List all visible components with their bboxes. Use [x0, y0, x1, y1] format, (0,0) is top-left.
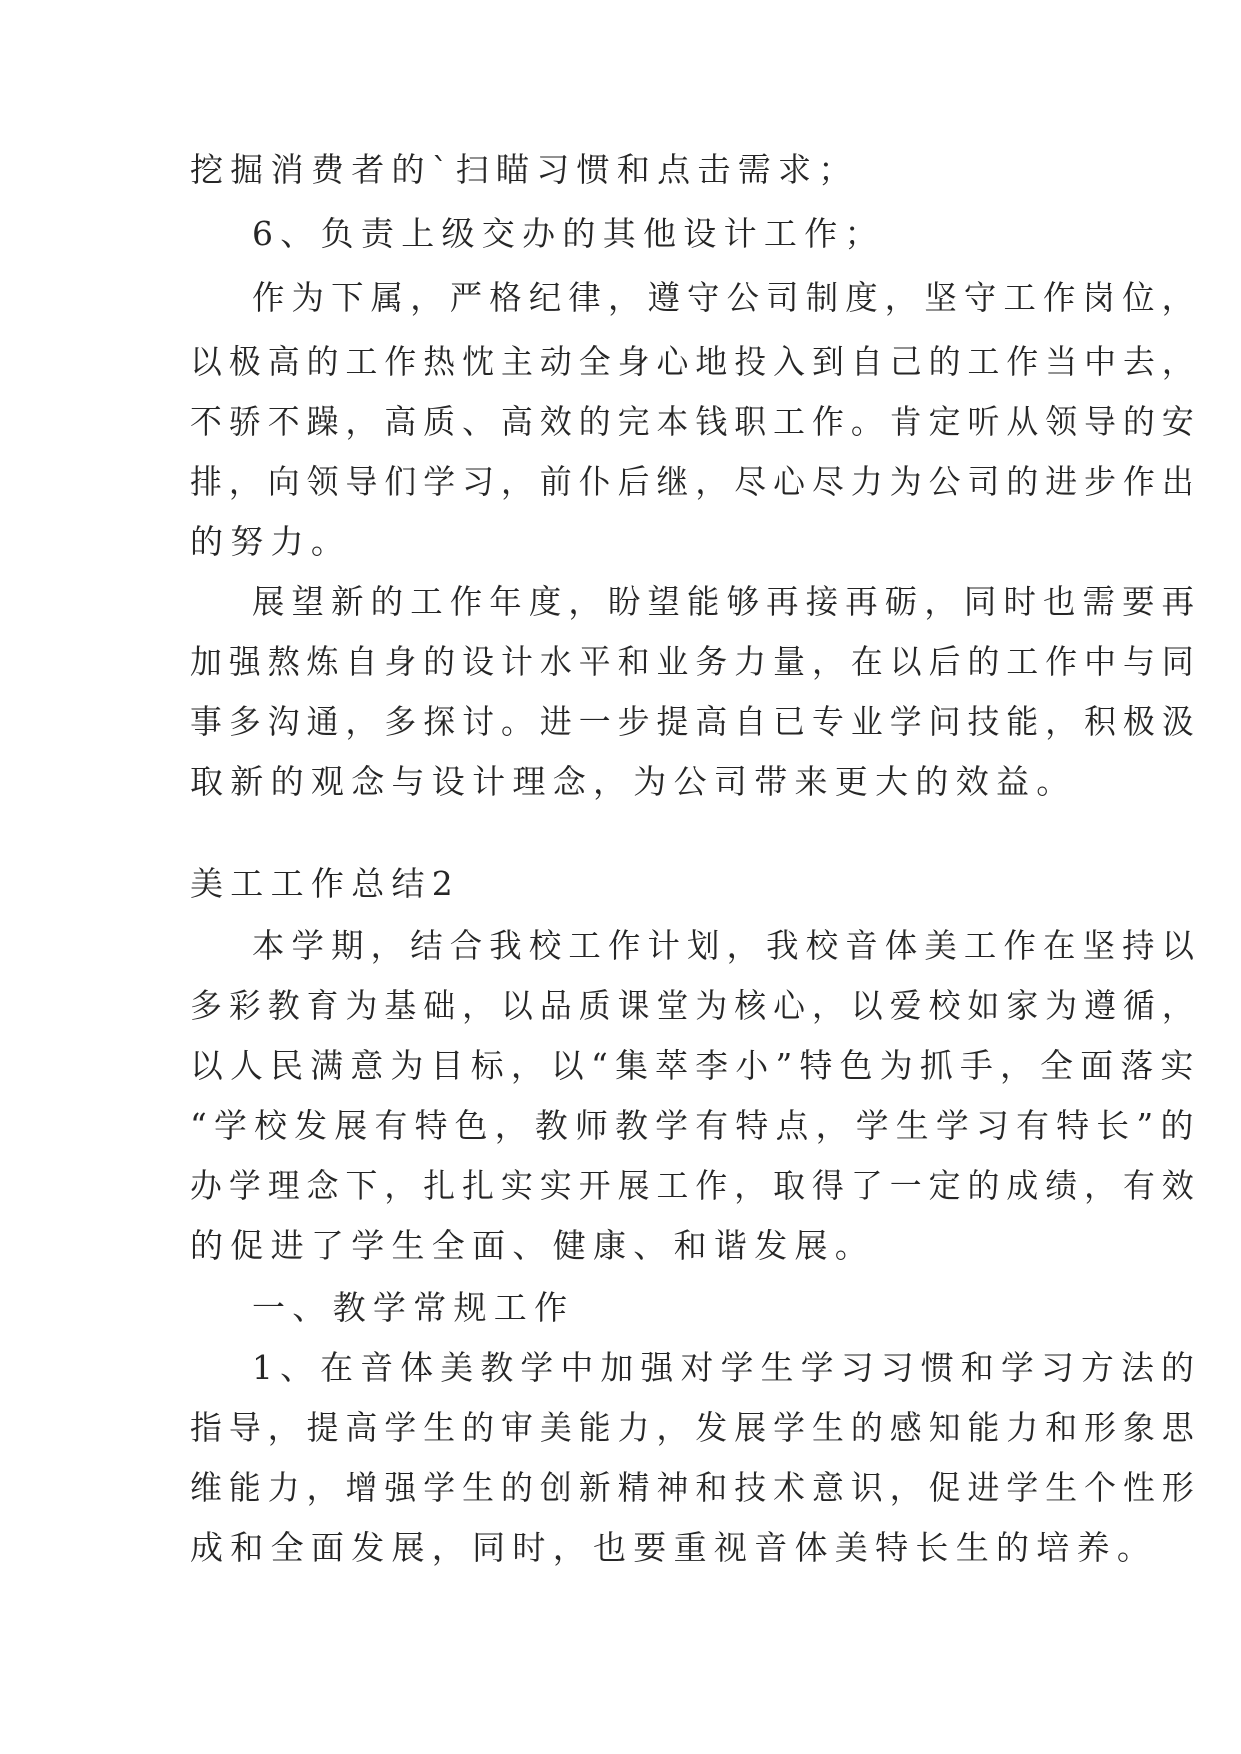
- body-line: 成和全面发展，同时，也要重视音体美特长生的培养。: [190, 1528, 1158, 1567]
- list-item: 6、负责上级交办的其他设计工作；: [252, 214, 885, 253]
- body-line: 排，向领导们学习，前仆后继，尽心尽力为公司的进步作出: [190, 462, 1201, 501]
- body-line: 挖掘消费者的`扫瞄习惯和点击需求；: [190, 150, 859, 189]
- paragraph-start: 作为下属，严格纪律，遵守公司制度，坚守工作岗位，: [252, 278, 1202, 317]
- body-line: 多彩教育为基础，以品质课堂为核心，以爱校如家为遵循，: [190, 986, 1201, 1025]
- subsection-heading: 一、教学常规工作: [252, 1288, 575, 1327]
- body-line: 加强熬炼自身的设计水平和业务力量，在以后的工作中与同: [190, 642, 1201, 681]
- body-line: 办学理念下，扎扎实实开展工作，取得了一定的成绩，有效: [190, 1166, 1201, 1205]
- section-heading: 美工工作总结2: [190, 864, 461, 903]
- body-line: 以极高的工作热忱主动全身心地投入到自己的工作当中去，: [190, 342, 1201, 381]
- paragraph-start: 本学期，结合我校工作计划，我校音体美工作在坚持以: [252, 926, 1202, 965]
- body-line: 不骄不躁，高质、高效的完本钱职工作。肯定听从领导的安: [190, 402, 1201, 441]
- body-line: 取新的观念与设计理念，为公司带来更大的效益。: [190, 762, 1077, 801]
- body-line: 的促进了学生全面、健康、和谐发展。: [190, 1226, 876, 1265]
- body-line: 以人民满意为目标，以“集萃李小”特色为抓手，全面落实: [190, 1046, 1201, 1085]
- body-line: 事多沟通，多探讨。进一步提高自已专业学问技能，积极汲: [190, 702, 1201, 741]
- body-line: 维能力，增强学生的创新精神和技术意识，促进学生个性形: [190, 1468, 1201, 1507]
- list-item: 1、在音体美教学中加强对学生学习习惯和学习方法的: [252, 1348, 1202, 1387]
- paragraph-start: 展望新的工作年度，盼望能够再接再砺，同时也需要再: [252, 582, 1202, 621]
- body-line: “学校发展有特色，教师教学有特点，学生学习有特长”的: [190, 1106, 1201, 1145]
- body-line: 的努力。: [190, 522, 352, 561]
- body-line: 指导，提高学生的审美能力，发展学生的感知能力和形象思: [190, 1408, 1201, 1447]
